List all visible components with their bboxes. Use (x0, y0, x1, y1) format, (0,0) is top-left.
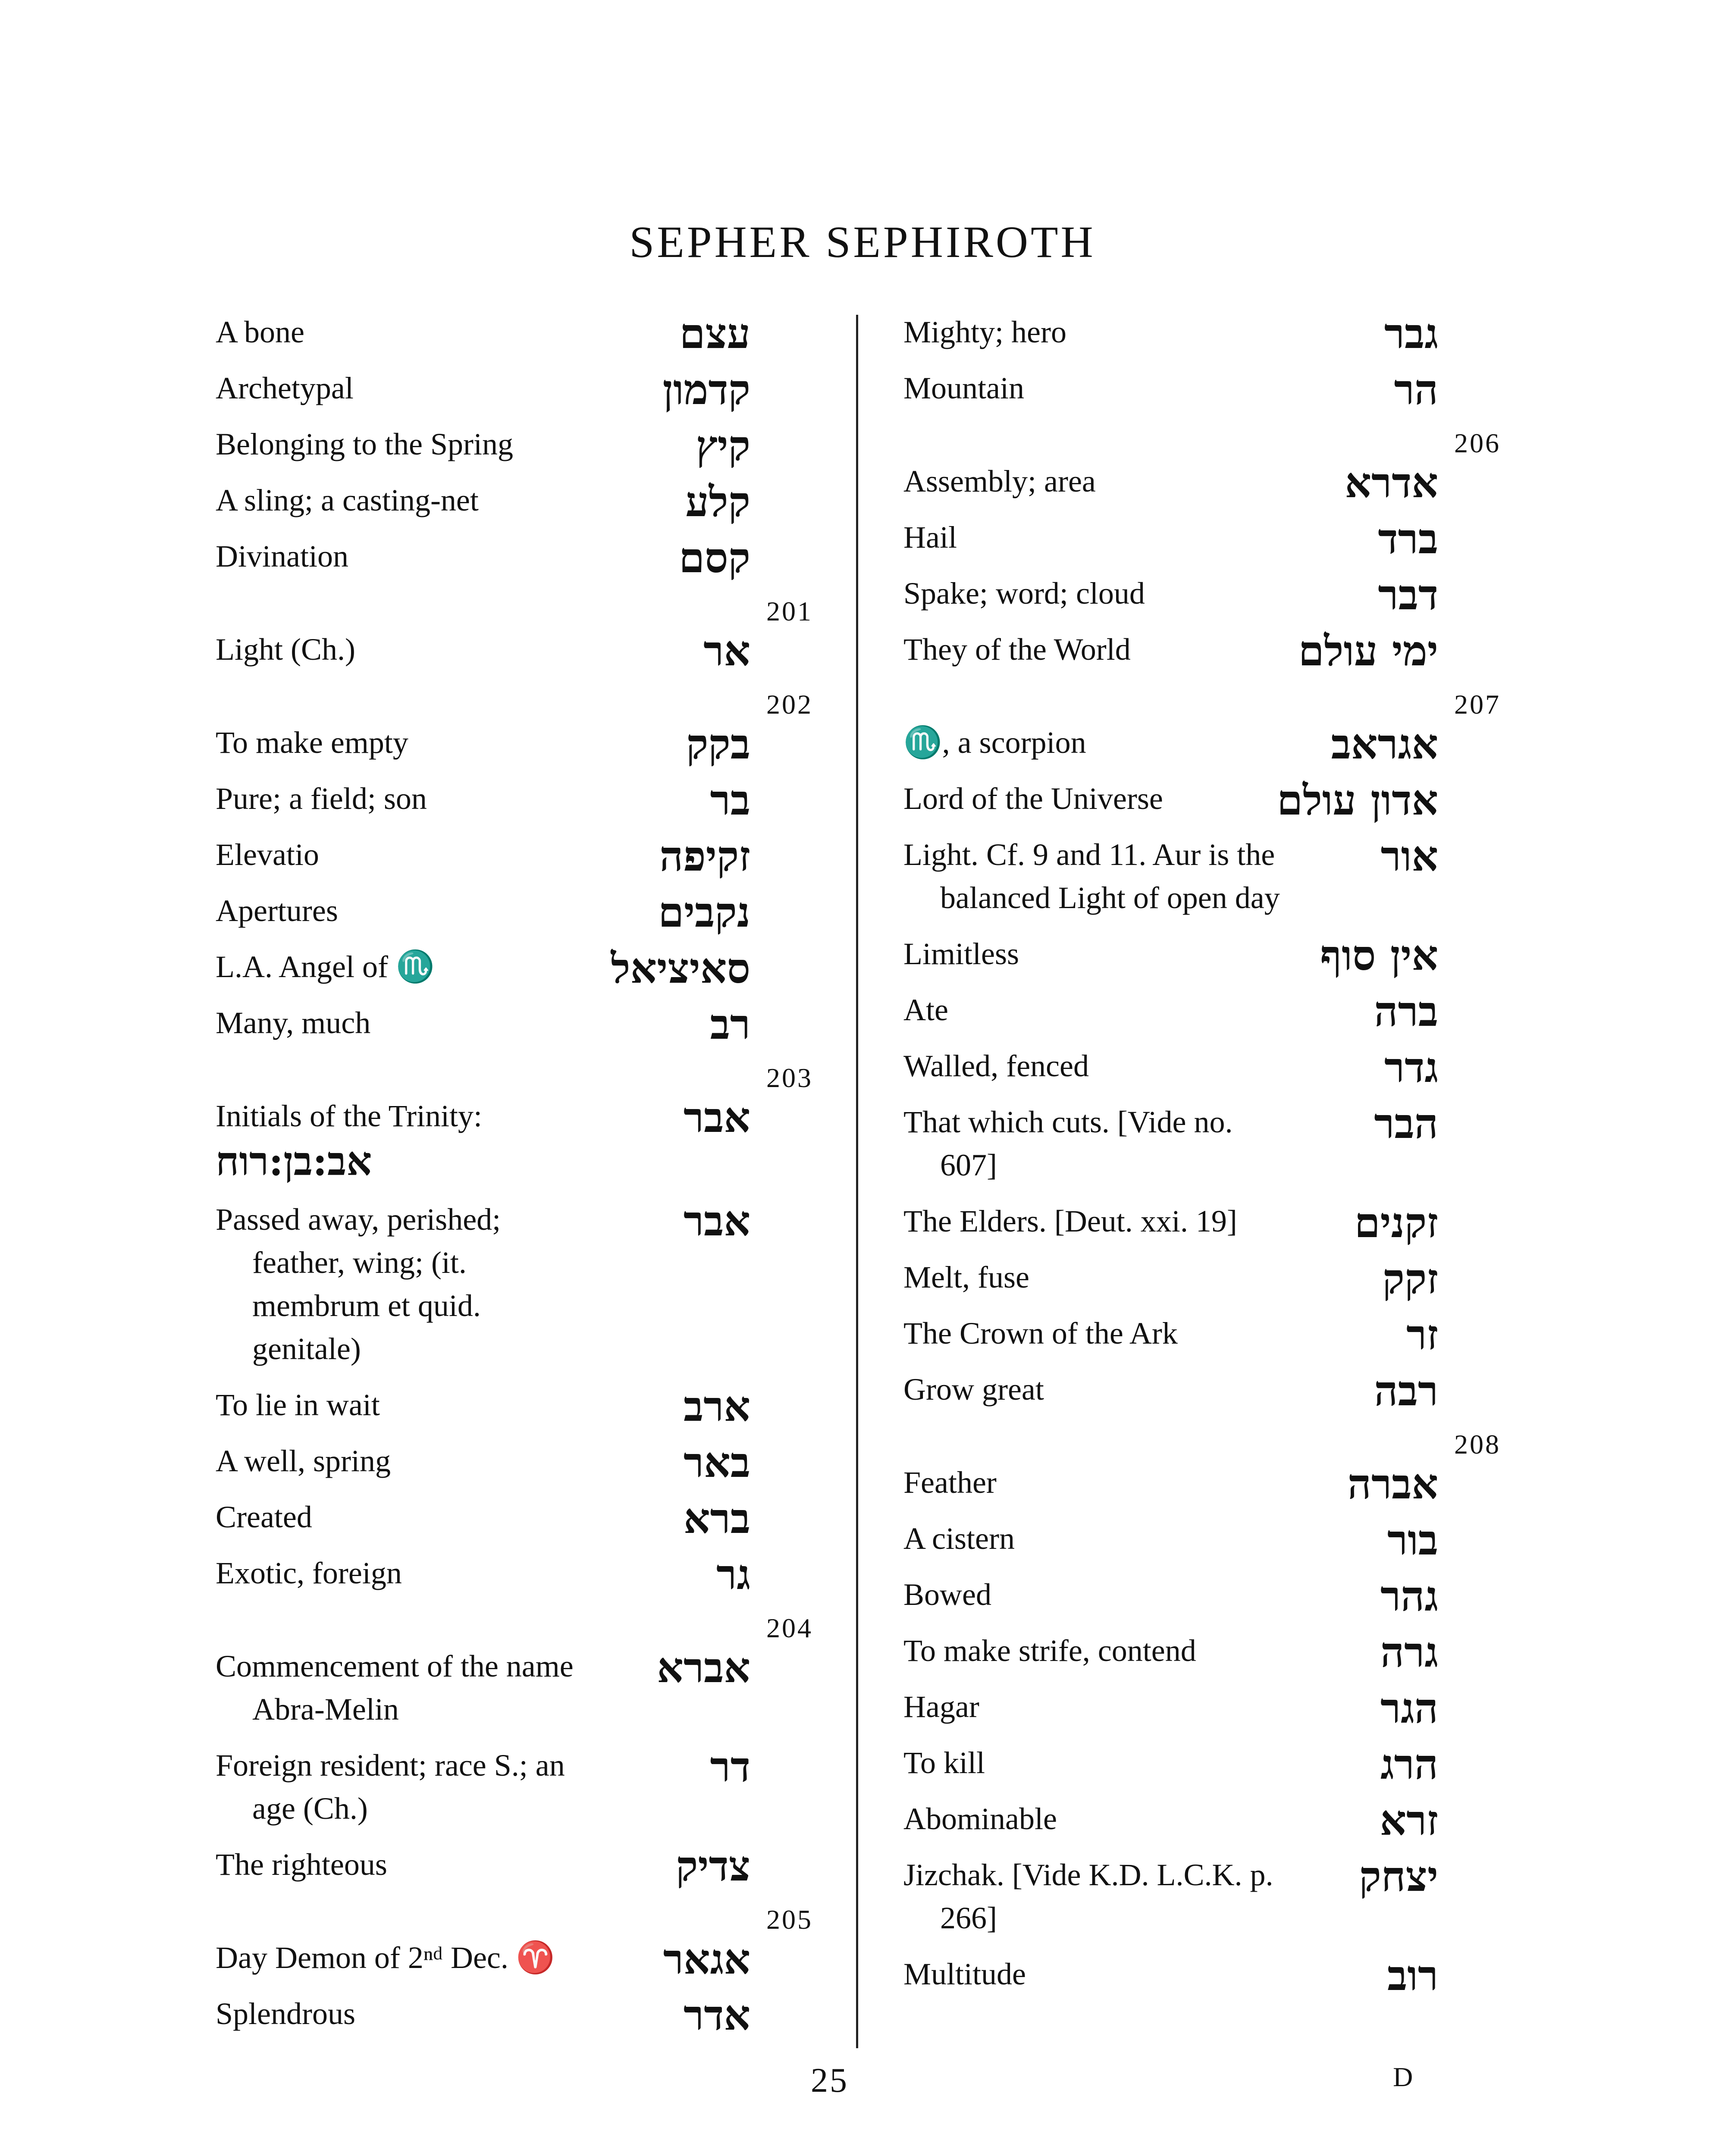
entry-hebrew: גר (716, 1550, 750, 1599)
dictionary-entry (216, 365, 750, 414)
entry-english: Light. Cf. 9 and 11. Aur is the balanced Light of open day (903, 837, 1280, 915)
dictionary-entry (903, 458, 1438, 507)
entry-hebrew: בקק (686, 720, 750, 768)
entry-hebrew: זר (1406, 1310, 1438, 1359)
entry-english: Archetypal (216, 371, 354, 405)
entry-hebrew: דבר (1378, 570, 1438, 619)
entry-hebrew: אברה (1347, 1460, 1438, 1508)
page-title: SEPHER SEPHIROTH (629, 217, 1096, 267)
entry-hebrew: גרה (1380, 1628, 1438, 1677)
entry-english: Pure; a field; son (216, 781, 427, 816)
number-value: 208 (1454, 1429, 1501, 1460)
entry-hebrew: זקיפה (659, 832, 750, 881)
dictionary-entry (216, 1000, 750, 1049)
entry-hebrew: סאיציאל (611, 944, 750, 993)
entry-hebrew: הרג (1380, 1740, 1438, 1789)
entry-hebrew: ברה (1374, 987, 1438, 1036)
dictionary-entry (216, 533, 750, 582)
dictionary-entry (903, 1572, 1438, 1620)
entry-hebrew-expansion: אב:בן:רוח (216, 1138, 372, 1185)
dictionary-entry (903, 1853, 1438, 1940)
entry-english: ♏, a scorpion (903, 725, 1086, 760)
dictionary-entry (216, 1842, 750, 1890)
entry-hebrew: גדר (1384, 1043, 1438, 1092)
entry-english: The Crown of the Ark (903, 1316, 1178, 1351)
entry-english: Splendrous (216, 1996, 355, 2031)
number-heading (216, 1899, 813, 1936)
entry-hebrew: אבר (683, 1197, 750, 1245)
number-value: 207 (1454, 689, 1501, 720)
dictionary-entry (903, 1684, 1438, 1733)
entry-english: A bone (216, 315, 304, 349)
entry-english: Foreign resident; race S.; an age (Ch.) (216, 1748, 565, 1826)
entry-hebrew: הבר (1374, 1099, 1438, 1148)
dictionary-entry (216, 720, 750, 768)
dictionary-entry (903, 514, 1438, 563)
entry-english: To kill (903, 1745, 985, 1780)
entry-english: Day Demon of 2ⁿᵈ Dec. ♈ (216, 1940, 555, 1975)
entry-english: Feather (903, 1465, 997, 1500)
dictionary-entry (216, 832, 750, 881)
entry-english: Grow great (903, 1372, 1044, 1407)
number-value: 202 (766, 689, 813, 720)
entry-english: A well, spring (216, 1444, 391, 1478)
entry-english: That which cuts. [Vide no. 607] (903, 1105, 1233, 1182)
entry-hebrew: אבר (683, 1093, 750, 1142)
page-number: 25 (811, 2062, 849, 2100)
dictionary-entry (216, 1550, 750, 1599)
dictionary-entry (216, 888, 750, 937)
number-heading (903, 423, 1501, 460)
dictionary-entry (216, 627, 750, 675)
entry-hebrew: זקנים (1354, 1198, 1438, 1247)
dictionary-entry (216, 1991, 750, 2040)
entry-hebrew: רבה (1374, 1366, 1438, 1415)
dictionary-entry (903, 931, 1438, 980)
entry-english: Initials of the Trinity: (216, 1099, 483, 1133)
number-value: 204 (766, 1613, 813, 1643)
entry-english: A cistern (903, 1521, 1015, 1556)
entry-hebrew: הר (1394, 365, 1438, 414)
entry-english: Abominable (903, 1802, 1057, 1836)
dictionary-entry (903, 987, 1438, 1036)
number-heading (903, 684, 1501, 721)
entry-hebrew: באר (683, 1438, 750, 1487)
entry-hebrew: אברא (657, 1643, 750, 1692)
entry-hebrew: נקבים (658, 888, 750, 937)
entry-hebrew: עצם (679, 309, 750, 358)
entry-english: Multitude (903, 1957, 1026, 1991)
dictionary-entry (216, 944, 750, 993)
number-heading (216, 591, 813, 628)
entry-hebrew: ברד (1378, 514, 1438, 563)
dictionary-entry (903, 627, 1438, 675)
entry-english: The righteous (216, 1847, 387, 1882)
dictionary-entry (903, 1516, 1438, 1564)
column-divider (856, 315, 858, 2048)
entry-english: L.A. Angel of ♏ (216, 950, 435, 984)
left-column (216, 309, 813, 2048)
entry-english: To make empty (216, 725, 408, 760)
entry-hebrew: אגאר (663, 1935, 750, 1984)
dictionary-entry (903, 776, 1438, 824)
entry-hebrew: קיץ (696, 421, 750, 470)
entry-hebrew: אר (703, 627, 750, 675)
entry-english: Jizchak. [Vide K.D. L.C.K. p. 266] (903, 1858, 1273, 1935)
number-heading (216, 684, 813, 721)
entry-english: Walled, fenced (903, 1049, 1089, 1083)
right-column (903, 309, 1501, 2009)
entry-english: To make strife, contend (903, 1633, 1196, 1668)
number-heading (903, 1424, 1501, 1461)
number-value: 205 (766, 1904, 813, 1935)
dictionary-entry (903, 1254, 1438, 1303)
dictionary-entry (216, 421, 750, 470)
entry-english: Apertures (216, 893, 338, 928)
entry-english: Light (Ch.) (216, 632, 355, 667)
entry-english: Many, much (216, 1006, 371, 1040)
entry-english: Limitless (903, 937, 1019, 971)
entry-hebrew: קדמון (662, 365, 750, 414)
entry-hebrew: גבר (1384, 309, 1438, 358)
entry-english: Exotic, foreign (216, 1556, 402, 1590)
entry-english: Bowed (903, 1577, 991, 1612)
entry-english: Assembly; area (903, 464, 1096, 498)
entry-hebrew: הגר (1380, 1684, 1438, 1733)
dictionary-entry (216, 1494, 750, 1543)
entry-hebrew: ימי עולם (1298, 627, 1438, 675)
dictionary-entry (903, 309, 1438, 358)
dictionary-entry (903, 1796, 1438, 1845)
entry-hebrew: גהר (1380, 1572, 1438, 1620)
entry-english: The Elders. [Deut. xxi. 19] (903, 1204, 1237, 1238)
number-value: 201 (766, 596, 813, 627)
dictionary-entry (903, 1100, 1438, 1187)
entry-hebrew: צדיק (675, 1842, 750, 1890)
entry-english: They of the World (903, 632, 1131, 667)
dictionary-entry (216, 776, 750, 824)
entry-english: Ate (903, 993, 948, 1027)
entry-english: Hagar (903, 1689, 979, 1724)
entry-hebrew: קלע (685, 477, 750, 526)
entry-hebrew: זרא (1380, 1796, 1438, 1845)
dictionary-entry (903, 1951, 1438, 2000)
entry-english: Passed away, perished; feather, wing; (it. membrum et quid. genitale) (216, 1202, 501, 1366)
entry-english: Commencement of the name Abra-Melin (216, 1649, 574, 1727)
entry-english: Spake; word; cloud (903, 576, 1145, 611)
entry-english: Lord of the Universe (903, 781, 1163, 816)
entry-hebrew: אדר (684, 1991, 750, 2040)
entry-hebrew: רוב (1387, 1951, 1438, 2000)
entry-hebrew: זקק (1382, 1254, 1438, 1303)
entry-hebrew: אדון עולם (1277, 776, 1438, 824)
dictionary-entry (216, 1645, 750, 1731)
entry-hebrew: בור (1387, 1516, 1438, 1564)
entry-hebrew: אדרא (1345, 458, 1438, 507)
dictionary-entry (216, 1382, 750, 1431)
dictionary-entry (903, 365, 1438, 414)
entry-hebrew: אין סוף (1320, 931, 1438, 980)
dictionary-entry (903, 1628, 1438, 1677)
entry-hebrew: ברא (683, 1494, 750, 1543)
number-heading (216, 1608, 813, 1645)
dictionary-entry (903, 1198, 1438, 1247)
entry-hebrew: רב (710, 1000, 750, 1049)
entry-english: Mighty; hero (903, 315, 1066, 349)
entry-english: Divination (216, 539, 348, 573)
entry-english: Elevatio (216, 837, 319, 872)
dictionary-entry (216, 1198, 750, 1370)
entry-hebrew: בר (710, 776, 750, 824)
entry-hebrew: אגראב (1331, 720, 1438, 768)
dictionary-entry (216, 1094, 750, 1185)
entry-english: Hail (903, 520, 957, 555)
number-value: 206 (1454, 428, 1501, 458)
dictionary-entry (903, 720, 1438, 768)
dictionary-entry (903, 1740, 1438, 1789)
number-value: 203 (766, 1062, 813, 1093)
dictionary-entry (216, 1744, 750, 1830)
dictionary-entry (216, 477, 750, 526)
dictionary-entry (903, 1043, 1438, 1092)
entry-hebrew: אור (1380, 832, 1438, 881)
entry-hebrew: קסם (679, 533, 750, 582)
dictionary-entry (216, 309, 750, 358)
dictionary-entry (903, 1366, 1438, 1415)
entry-english: To lie in wait (216, 1388, 380, 1422)
dictionary-entry (903, 570, 1438, 619)
dictionary-entry (216, 1438, 750, 1487)
signature-mark: D (1393, 2062, 1413, 2092)
entry-english: Melt, fuse (903, 1260, 1029, 1294)
entry-english: Belonging to the Spring (216, 427, 513, 461)
entry-hebrew: ארב (683, 1382, 750, 1431)
number-heading (216, 1057, 813, 1094)
dictionary-entry (903, 1460, 1438, 1508)
entry-hebrew: דר (710, 1742, 750, 1791)
dictionary-entry (903, 833, 1438, 919)
entry-english: Created (216, 1500, 312, 1534)
entry-english: Mountain (903, 371, 1024, 405)
dictionary-entry (216, 1935, 750, 1984)
dictionary-entry (903, 1310, 1438, 1359)
entry-hebrew: יצחק (1359, 1852, 1438, 1901)
entry-english: A sling; a casting-net (216, 483, 479, 517)
